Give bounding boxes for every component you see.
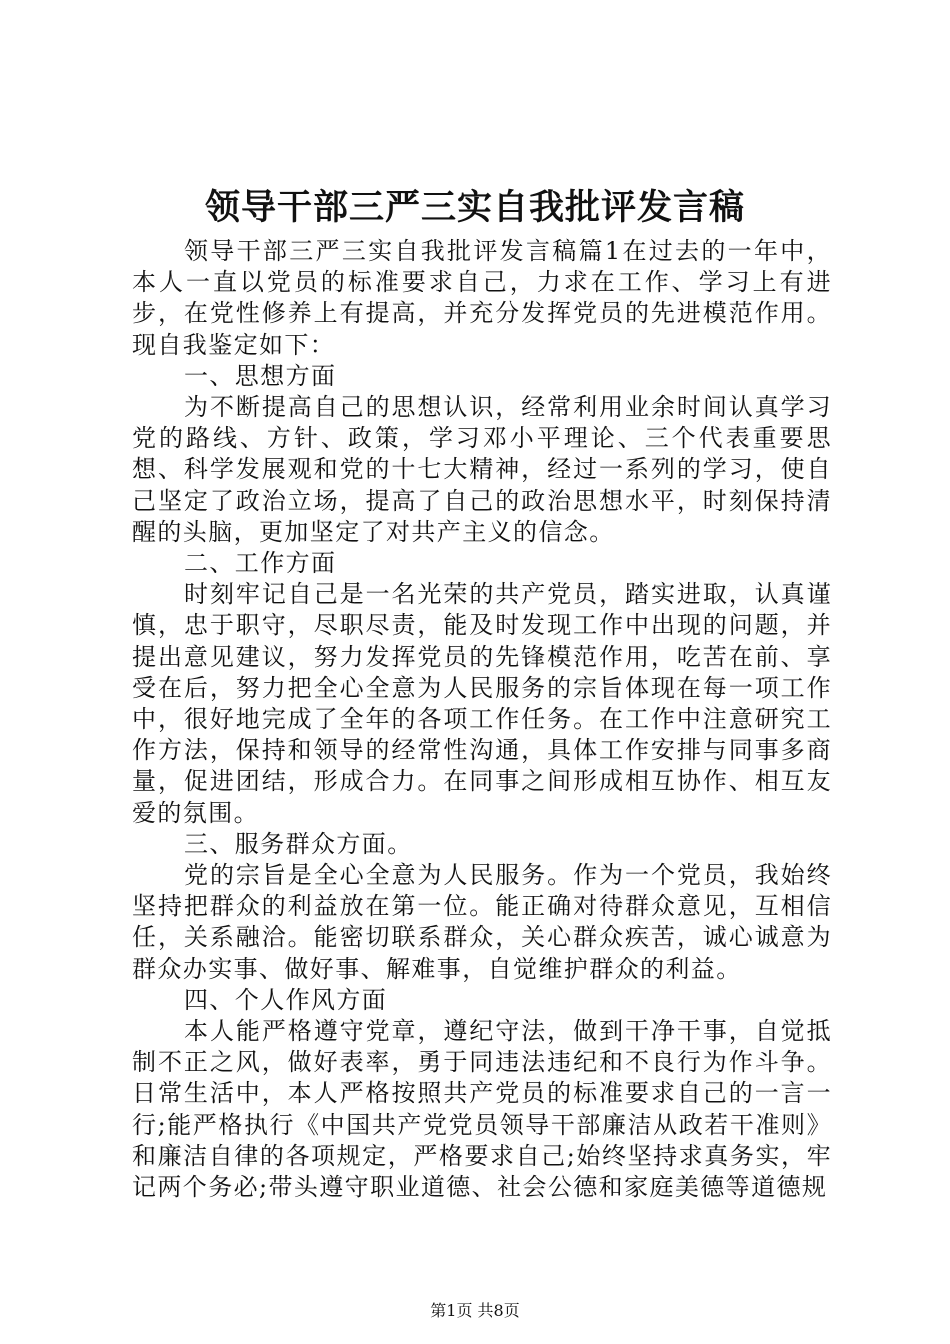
service-paragraph: 党的宗旨是全心全意为人民服务。作为一个党员，我始终坚持把群众的利益放在第一位。能正确对待群众意见，互相信任，关系融洽。能密切联系群众，关心群众疾苦，诚心诚意为群众办实事、做好事、解难事，自觉维护群众的利益。 [132,861,832,983]
work-paragraph: 时刻牢记自己是一名光荣的共产党员，踏实进取，认真谨慎，忠于职守，尽职尽责，能及时发现工作中出现的问题，并提出意见建议，努力发挥党员的先锋模范作用，吃苦在前、享受在后，努力把全心全意为人民服务的宗旨体现在每一项工作中，很好地完成了全年的各项工作任务。在工作中注意研究工作方法，保持和领导的经常性沟通，具体工作安排与同事多商量，促进团结，形成合力。在同事之间形成相互协作、相互友爱的氛围。 [132,580,832,827]
page-number-footer: 第1页 共8页 [430,1301,520,1320]
thought-paragraph: 为不断提高自己的思想认识，经常利用业余时间认真学习党的路线、方针、政策，学习邓小平理论、三个代表重要思想、科学发展观和党的十七大精神，经过一系列的学习，使自己坚定了政治立场，提高了自己的政治思想水平，时刻保持清醒的头脑，更加坚定了对共产主义的信念。 [132,393,832,546]
style-paragraph: 本人能严格遵守党章，遵纪守法，做到干净干事，自觉抵制不正之风，做好表率，勇于同违法违纪和不良行为作斗争。日常生活中，本人严格按照共产党员的标准要求自己的一言一行;能严格执行《中国共产党党员领导干部廉洁从政若干准则》和廉洁自律的各项规定，严格要求自己;始终坚持求真务实，牢记两个务必;带头遵守职业道德、社会公德和家庭美德等道德规 [132,1017,832,1202]
section-heading-service: 三、服务群众方面。 [184,829,413,858]
section-heading-work: 二、工作方面 [184,549,337,578]
section-heading-style: 四、个人作风方面 [184,985,388,1014]
section-heading-thought: 一、思想方面 [184,361,337,390]
document-title: 领导干部三严三实自我批评发言稿 [204,187,745,228]
intro-paragraph: 领导干部三严三实自我批评发言稿篇1在过去的一年中，本人一直以党员的标准要求自己，力求在工作、学习上有进步，在党性修养上有提高，并充分发挥党员的先进模范作用。现自我鉴定如下： [132,237,832,359]
document-body [132,236,832,1203]
